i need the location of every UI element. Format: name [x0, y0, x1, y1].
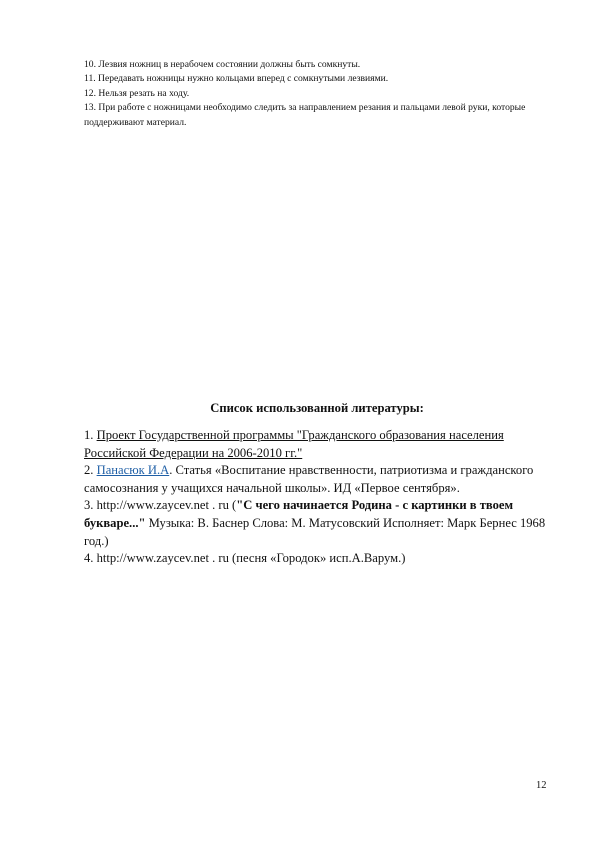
- author-link[interactable]: Панасюк И.А: [96, 463, 170, 478]
- reference-number: 1.: [84, 428, 97, 442]
- reference-url: 3. http://www.zaycev.net . ru (: [84, 498, 237, 513]
- scissors-rules-list: [84, 58, 544, 130]
- reference-number: 2.: [84, 463, 97, 478]
- bibliography-heading: Список использованной литературы:: [210, 401, 424, 415]
- rule-item-10: 10. Лезвия ножниц в нерабочем состоянии должны быть сомкнуты.: [84, 59, 361, 70]
- reference-title: Проект Государственной программы "Гражданского образования населения Российской Федерации на 2006-2010 гг.": [84, 428, 504, 460]
- rule-item-11: 11. Передавать ножницы нужно кольцами вперед с сомкнутыми лезвиями.: [84, 73, 389, 85]
- song-title: "С чего начинается Родина - с картинки в твоем букваре...": [84, 498, 514, 530]
- reference-text: Музыка: В. Баснер Слова: М. Матусовский Исполняет: Марк Бернес 1968 год.): [84, 515, 546, 548]
- references-list: [84, 427, 554, 568]
- reference-item-4: 4. http://www.zaycev.net . ru (песня «Городок» исп.А.Варум.): [84, 551, 406, 566]
- page-number: 12: [536, 780, 547, 791]
- rule-item-12: 12. Нельзя резать на ходу.: [84, 87, 190, 99]
- reference-item-1: [84, 427, 554, 462]
- reference-text: . Статья «Воспитание нравственности, патриотизма и гражданского самосознания у учащихся начальной школы». ИД «Первое сентября».: [84, 463, 534, 495]
- rule-item-13: 13. При работе с ножницами необходимо следить за направлением резания и пальцами левой руки, которые поддерживают материал.: [84, 102, 526, 128]
- reference-item-3: [84, 497, 554, 550]
- reference-item-2: [84, 462, 554, 497]
